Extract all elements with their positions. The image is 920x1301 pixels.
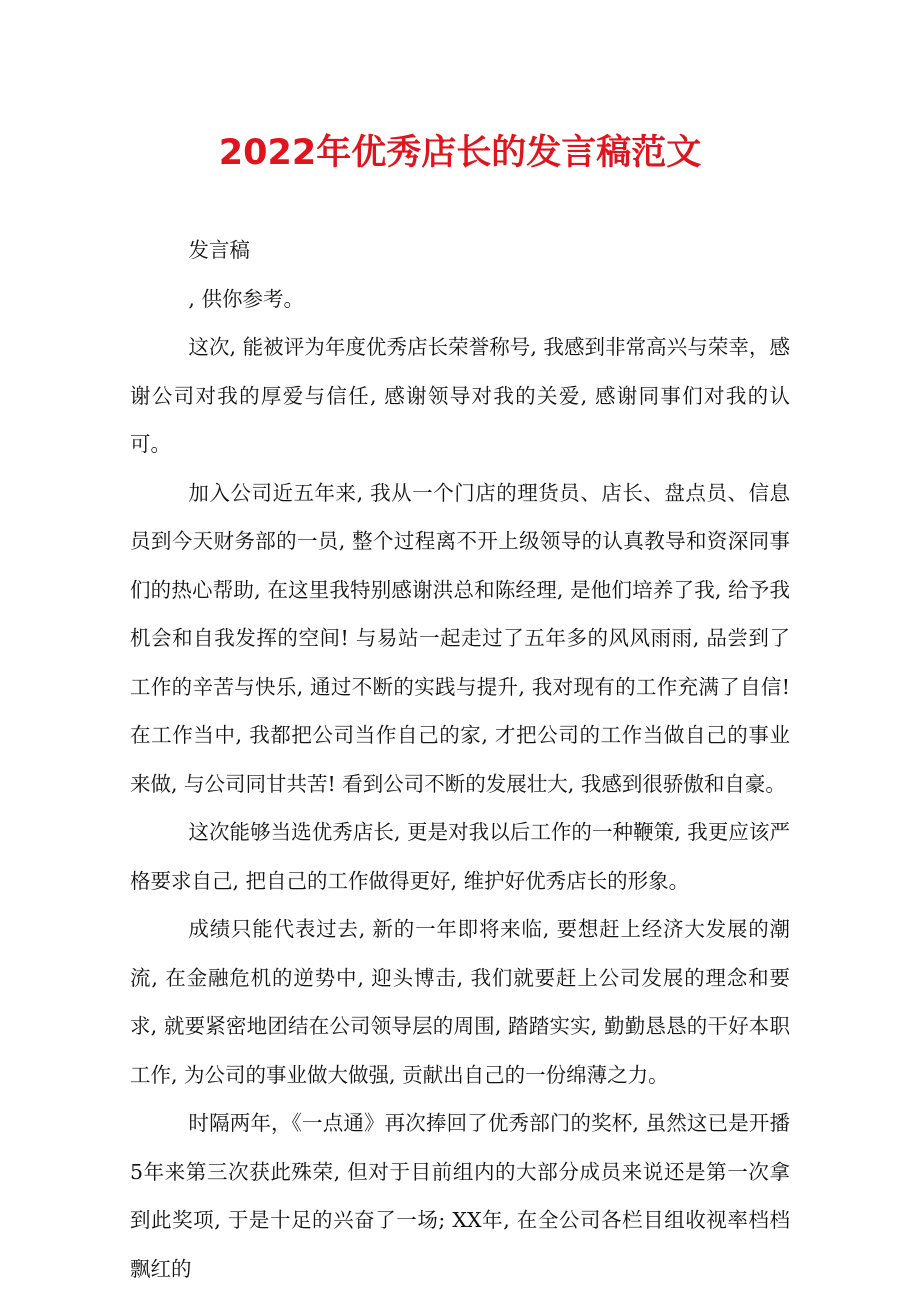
document-body <box>130 226 790 1293</box>
paragraph: 这次, 能被评为年度优秀店长荣誉称号, 我感到非常高兴与荣幸，感谢公司对我的厚爱与信任, 感谢领导对我的关爱, 感谢同事们对我的认可。 <box>130 335 790 456</box>
paragraph: 这次能够当选优秀店长, 更是对我以后工作的一种鞭策, 我更应该严格要求自己, 把自己的工作做得更好, 维护好优秀店长的形象。 <box>130 820 790 893</box>
document-title: 2022年优秀店长的发言稿范文 <box>218 133 702 173</box>
paragraph: 发言稿 <box>188 238 250 262</box>
paragraph: , 供你参考。 <box>188 286 304 311</box>
paragraph: 成绩只能代表过去, 新的一年即将来临, 要想赶上经济大发展的潮流, 在金融危机的逆势中, 迎头博击, 我们就要赶上公司发展的理念和要求, 就要紧密地团结在公司领导层的周围, 踏踏实实, 勤勤恳恳的干好本职工作, 为公司的事业做大做强, 贡献出自己的一份绵薄之力。 <box>130 917 790 1087</box>
paragraph: 时隔两年，《一点通》再次捧回了优秀部门的奖杯, 虽然这已是开播5年来第三次获此殊荣, 但对于目前组内的大部分成员来说还是第一次拿到此奖项, 于是十足的兴奋了一场; XX年, 在全公司各栏目组收视率档档飘红的 <box>130 1111 790 1281</box>
paragraph: 加入公司近五年来, 我从一个门店的理货员、店长、盘点员、信息员到今天财务部的一员, 整个过程离不开上级领导的认真教导和资深同事们的热心帮助, 在这里我特别感谢洪总和陈经理, 是他们培养了我, 给予我机会和自我发挥的空间! 与易站一起走过了五年多的风风雨雨, 品尝到了工作的辛苦与快乐, 通过不断的实践与提升, 我对现有的工作充满了自信! 在工作当中, 我都把公司当作自己的家, 才把公司的工作当做自己的事业来做, 与公司同甘共苦! 看到公司不断的发展壮大, 我感到很骄傲和自豪。 <box>130 480 790 796</box>
